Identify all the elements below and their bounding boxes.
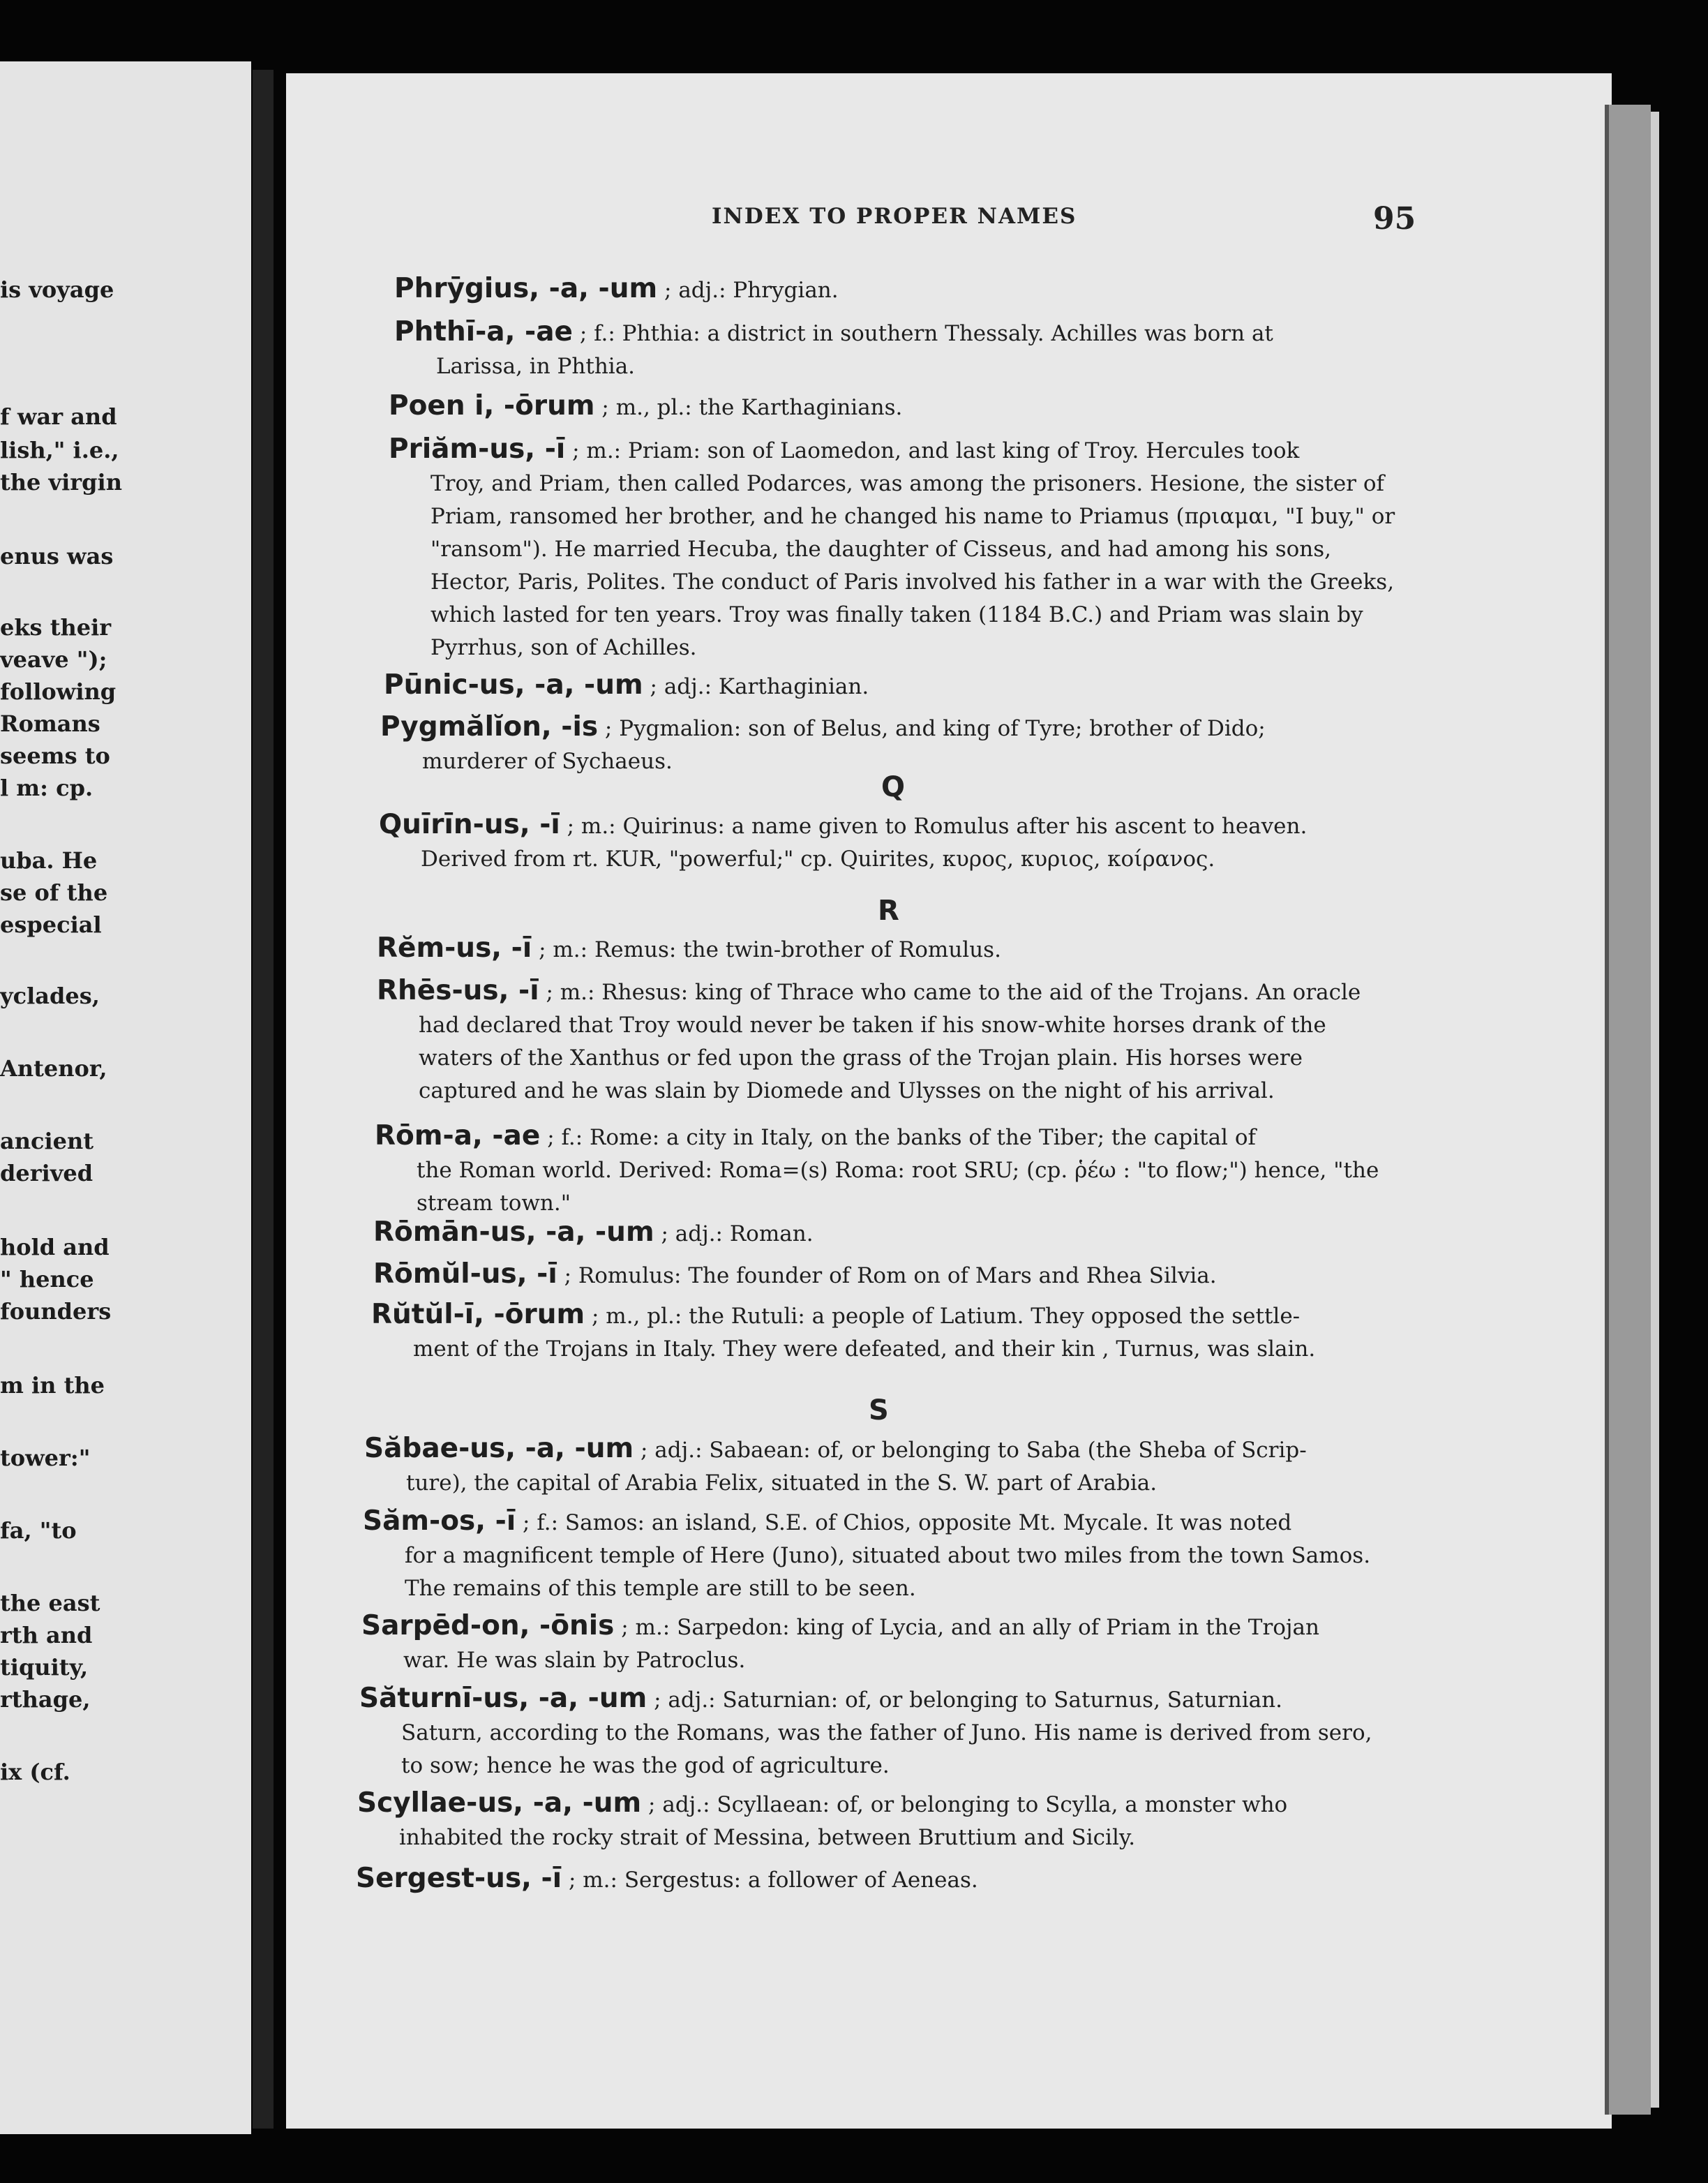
left-line: derived xyxy=(0,1160,93,1186)
entry-continuation: ment of the Trojans in Italy. They were defeated, and their kin , Turnus, was slain. xyxy=(413,1336,1316,1362)
headword: Sarpēd-on, -ōnis xyxy=(361,1610,615,1641)
left-line: eks their xyxy=(0,614,112,641)
entry-text: ; m.: Rhesus: king of Thrace who came to the aid of the Trojans. An oracle xyxy=(546,980,1361,1005)
headword: Priăm-us, -ī xyxy=(389,433,566,465)
index-entry xyxy=(377,974,1402,1108)
left-line: the virgin xyxy=(0,469,122,496)
left-page xyxy=(0,61,251,2134)
headword: Poen i, -ōrum xyxy=(389,390,595,422)
entry-text: ; m., pl.: the Rutuli: a people of Latium. They opposed the settle- xyxy=(592,1304,1301,1329)
page-edge xyxy=(1605,105,1651,2115)
left-line: rth and xyxy=(0,1622,93,1648)
left-line: l m: cp. xyxy=(0,775,93,801)
entry-continuation: ture), the capital of Arabia Felix, situated in the S. W. part of Arabia. xyxy=(406,1470,1158,1496)
index-entry xyxy=(394,272,1420,307)
index-entry xyxy=(389,433,1414,664)
entry-continuation: Derived from rt. KUR, "powerful;" cp. Quirites, κυρος, κυριος, κοίρανος. xyxy=(421,847,1215,872)
left-line: tiquity, xyxy=(0,1654,89,1681)
headword: Sergest-us, -ī xyxy=(356,1863,562,1894)
headword: Pygmălĭon, -is xyxy=(380,711,599,743)
index-entry xyxy=(377,932,1402,967)
headword: Rhēs-us, -ī xyxy=(377,975,539,1006)
left-line: following xyxy=(0,678,117,705)
left-line: ix (cf. xyxy=(0,1759,70,1785)
section-letter: R xyxy=(878,895,899,927)
headword: Phrȳgius, -a, -um xyxy=(394,273,658,304)
entry-text: ; adj.: Saturnian: of, or belonging to Saturnus, Saturnian. xyxy=(654,1687,1282,1713)
left-line: uba. He xyxy=(0,847,98,874)
entry-continuation: Saturn, according to the Romans, was the father of Juno. His name is derived from sero, to sow; hence he was the god of agriculture. xyxy=(401,1720,1372,1778)
entry-continuation: had declared that Troy would never be taken if his snow-white horses drank of the waters of the Xanthus or fed upon the grass of the Trojan plain. His horses were captured and he was slain by Diomede and Ulysses on the night of his arrival. xyxy=(419,1013,1326,1103)
index-entry xyxy=(375,1119,1400,1220)
index-entry xyxy=(373,1258,1399,1292)
section-letter: Q xyxy=(881,771,906,803)
left-line: enus was xyxy=(0,543,114,569)
left-line: yclades, xyxy=(0,983,100,1009)
entry-continuation: the Roman world. Derived: Roma=(s) Roma: root SRU; (cp. ῥέω : "to flow;") hence, "the stream town." xyxy=(417,1158,1379,1216)
entry-text: ; Pygmalion: son of Belus, and king of Tyre; brother of Dido; xyxy=(604,716,1266,741)
headword: Rōm-a, -ae xyxy=(375,1120,541,1152)
index-entry xyxy=(359,1682,1385,1782)
left-line: hold and xyxy=(0,1234,110,1260)
left-line: se of the xyxy=(0,879,108,906)
entry-text: ; adj.: Phrygian. xyxy=(664,278,839,303)
left-line: veave "); xyxy=(0,646,107,673)
entry-text: ; m.: Quirinus: a name given to Romulus after his ascent to heaven. xyxy=(567,814,1308,839)
headword: Phthī-a, -ae xyxy=(394,316,573,348)
running-header: INDEX TO PROPER NAMES xyxy=(712,204,1077,229)
left-line: founders xyxy=(0,1298,112,1325)
entry-text: ; Romulus: The founder of Rom on of Mars and Rhea Silvia. xyxy=(564,1263,1217,1288)
left-line: " hence xyxy=(0,1266,94,1292)
page-edge-highlight xyxy=(1651,112,1659,2108)
entry-text: ; m.: Priam: son of Laomedon, and last king of Troy. Hercules took xyxy=(572,438,1300,463)
entry-text: ; adj.: Karthaginian. xyxy=(650,674,869,699)
entry-continuation: inhabited the rocky strait of Messina, between Bruttium and Sicily. xyxy=(399,1825,1136,1850)
headword: Pūnic-us, -a, -um xyxy=(384,669,643,701)
left-line: tower:" xyxy=(0,1445,91,1471)
index-entry xyxy=(357,1787,1383,1854)
left-line: fa, "to xyxy=(0,1517,77,1544)
entry-text: ; m.: Remus: the twin-brother of Romulus. xyxy=(539,937,1001,962)
headword: Săbae-us, -a, -um xyxy=(364,1433,634,1464)
left-line: Antenor, xyxy=(0,1055,107,1082)
entry-continuation: Larissa, in Phthia. xyxy=(436,354,636,379)
headword: Rŭtŭl-ī, -ōrum xyxy=(371,1299,585,1330)
book-gutter xyxy=(253,70,274,2129)
left-line: ancient xyxy=(0,1128,94,1154)
index-entry xyxy=(364,1432,1390,1500)
index-entry xyxy=(384,669,1409,703)
entry-continuation: for a magnificent temple of Here (Juno), situated about two miles from the town Samos. The remains of this temple are still to be seen. xyxy=(405,1543,1371,1601)
entry-text: ; adj.: Scyllaean: of, or belonging to Scylla, a monster who xyxy=(648,1792,1288,1817)
index-entry xyxy=(371,1298,1397,1366)
entry-text: ; m.: Sergestus: a follower of Aeneas. xyxy=(568,1868,978,1893)
entry-text: ; adj.: Roman. xyxy=(661,1221,814,1246)
entry-text: ; f.: Samos: an island, S.E. of Chios, opposite Mt. Mycale. It was noted xyxy=(523,1510,1292,1535)
index-entry xyxy=(379,808,1404,876)
index-entry xyxy=(363,1505,1388,1605)
index-entry xyxy=(389,389,1414,424)
left-line: f war and xyxy=(0,403,117,430)
entry-text: ; m., pl.: the Karthaginians. xyxy=(601,395,903,420)
index-entry xyxy=(373,1216,1399,1251)
headword: Săturnī-us, -a, -um xyxy=(359,1683,647,1714)
headword: Rōmān-us, -a, -um xyxy=(373,1216,654,1248)
index-entry xyxy=(356,1862,1381,1897)
headword: Scyllae-us, -a, -um xyxy=(357,1787,642,1819)
index-entry xyxy=(380,710,1406,778)
entry-text: ; f.: Rome: a city in Italy, on the banks of the Tiber; the capital of xyxy=(547,1125,1256,1150)
headword: Săm-os, -ī xyxy=(363,1505,516,1537)
page-number: 95 xyxy=(1373,201,1416,237)
entry-text: ; adj.: Sabaean: of, or belonging to Saba (the Sheba of Scrip- xyxy=(640,1438,1307,1463)
entry-continuation: murderer of Sychaeus. xyxy=(422,749,673,774)
headword: Rōmŭl-us, -ī xyxy=(373,1258,557,1290)
left-line: m in the xyxy=(0,1372,105,1399)
entry-text: ; f.: Phthia: a district in southern Thessaly. Achilles was born at xyxy=(579,321,1273,346)
left-line: rthage, xyxy=(0,1686,91,1713)
headword: Rĕm-us, -ī xyxy=(377,932,532,964)
left-line: seems to xyxy=(0,743,110,769)
left-line: lish," i.e., xyxy=(0,437,119,463)
entry-continuation: war. He was slain by Patroclus. xyxy=(403,1648,746,1673)
headword: Quīrīn-us, -ī xyxy=(379,809,560,840)
index-entry xyxy=(361,1609,1387,1677)
left-line: especial xyxy=(0,911,102,938)
left-line: Romans xyxy=(0,710,100,737)
section-letter: S xyxy=(869,1394,889,1426)
entry-continuation: Troy, and Priam, then called Podarces, was among the prisoners. Hesione, the sister of Priam, ransomed her brother, and he changed his name to Priamus (πριαμαι, "I buy," or "ransom"). He married Hecuba, the daughter of Cisseus, and had among his sons, Hector, Paris, Polites. The conduct of Paris involved his father in a war with the Greeks, which lasted for ten years. Troy was finally taken (1184 B.C.) and Priam was slain by Pyrrhus, son of Achilles. xyxy=(430,471,1395,660)
entry-text: ; m.: Sarpedon: king of Lycia, and an ally of Priam in the Trojan xyxy=(621,1615,1319,1640)
left-line: is voyage xyxy=(0,276,114,303)
left-line: the east xyxy=(0,1590,100,1616)
index-entry xyxy=(394,315,1420,383)
